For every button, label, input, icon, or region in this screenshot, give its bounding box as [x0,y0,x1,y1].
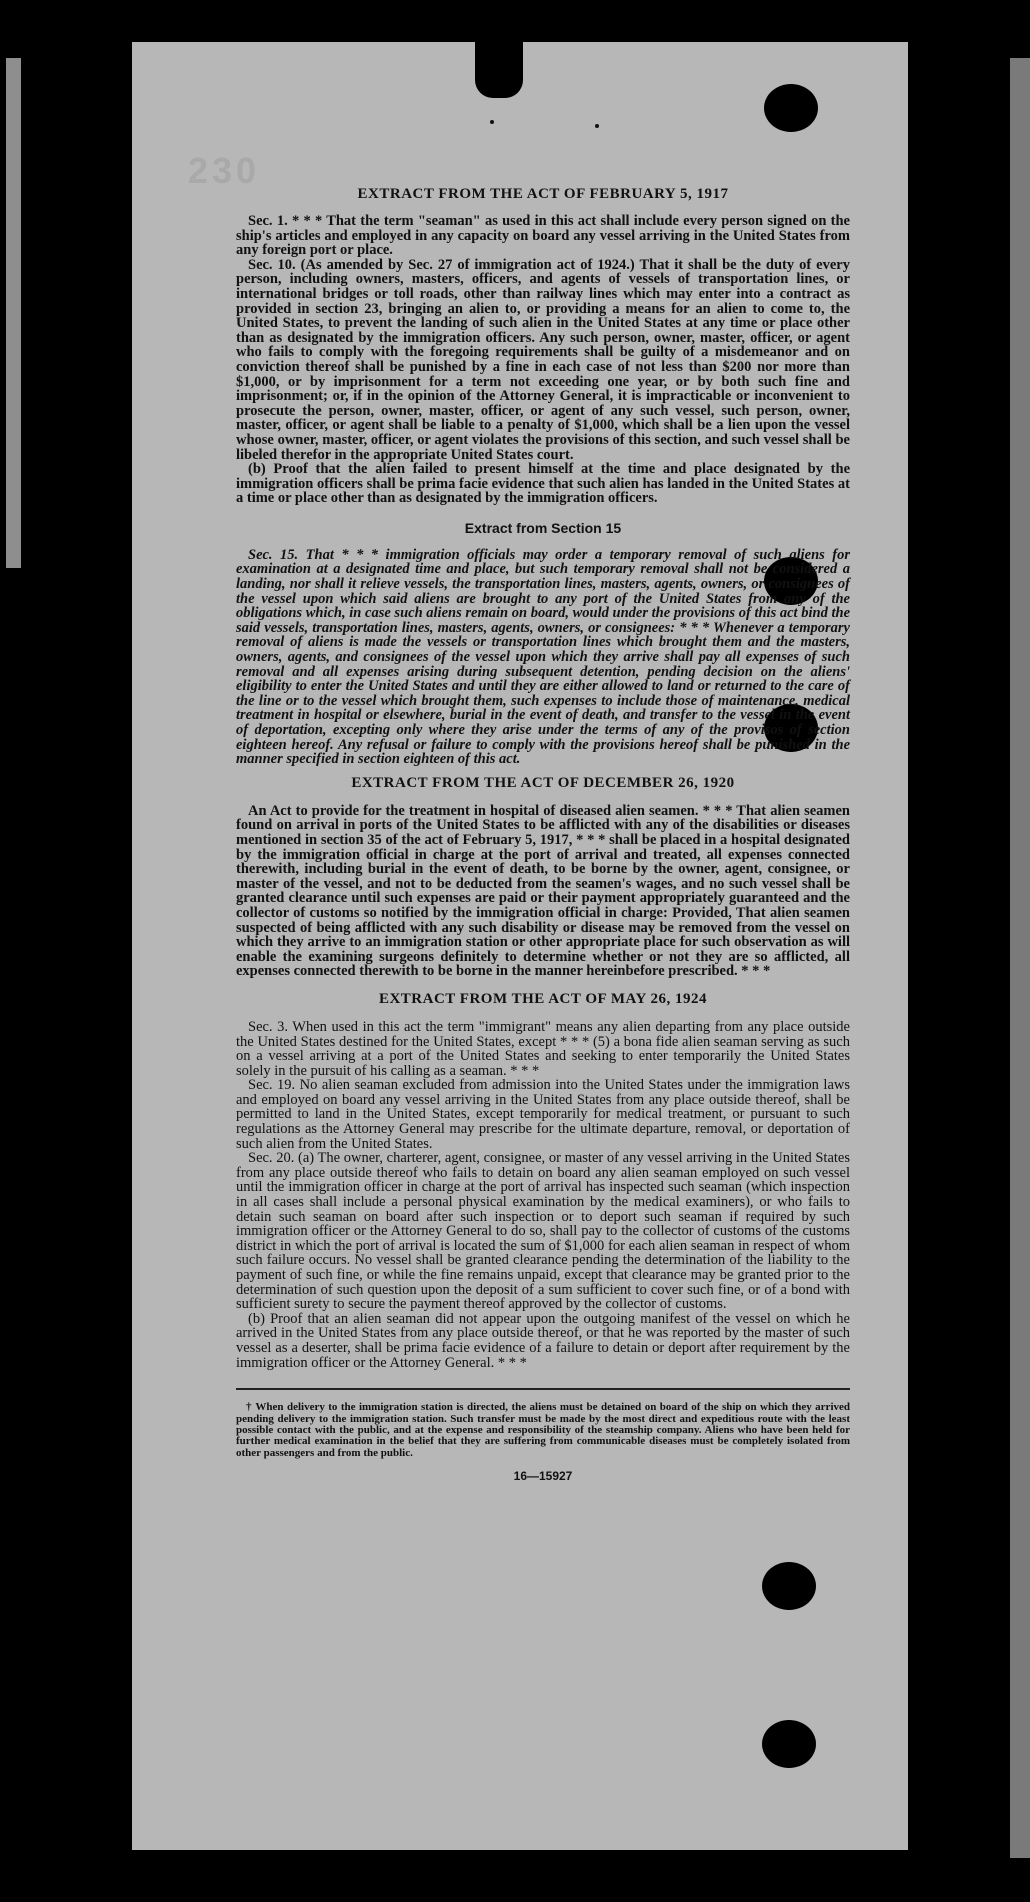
section-heading: EXTRACT FROM THE ACT OF DECEMBER 26, 1920 [351,774,735,791]
paragraph: Sec. 10. (As amended by Sec. 27 of immigration act of 1924.) That it shall be the duty of every person, including owners, masters, officers, and agents of vessels of transportation lines, or international bridges or toll roads, other than railway lines which may enter into a contract as provided in section 23, bringing an alien to, or providing a means for an alien to come to, the United States, to prevent the landing of such alien in the United States at any time or place other than as designated by the immigration officers. Any such person, owner, master, officer, or agent who fails to comply with the foregoing requirements shall be guilty of a misdemeanor and on conviction thereof shall be punished by a fine in each case of not less than $200 nor more than $1,000, or by imprisonment for a term not exceeding one year, or by both such fine and imprisonment; or, if in the opinion of the Attorney General, it is impracticable or inconvenient to prosecute the person, owner, master, officer, or agent of any such vessel, such person, owner, master, officer, or agent shall be liable to a penalty of $1,000, which shall be a lien upon the vessel whose owner, master, officer, or agent violates the provisions of this section, and such vessel shall be libeled therefor in the appropriate United States court. [236,256,850,463]
section-subheading: Extract from Section 15 [464,519,622,536]
paragraph: Sec. 19. No alien seaman excluded from admission into the United States under the immigration laws and employed on board any vessel arriving in the United States from any place outside thereof, shall be permitted to land in the United States, except temporarily for medical treatment, or pursuant to such regulations as the Attorney General may prescribe for the ultimate departure, removal, or deportation of such alien from the United States. [236,1077,850,1152]
document-body [236,42,850,1483]
paragraph: (b) Proof that the alien failed to present himself at the time and place designated by the immigration officers shall be prima facie evidence that such alien has landed in the United States at a time or place other than as designated by the immigration officers. [236,461,850,507]
punch-hole [762,1720,816,1768]
punch-hole [762,1562,816,1610]
right-edge-strip [1010,58,1030,1858]
section-heading: EXTRACT FROM THE ACT OF FEBRUARY 5, 1917 [357,186,729,202]
paragraph: Sec. 1. * * * That the term "seaman" as used in this act shall include every person signed on the ship's articles and employed in any capacity on board any vessel arriving in the United States from any foreign port or place. [236,213,850,259]
paragraph: Sec. 15. That * * * immigration officials may order a temporary removal of such aliens for examination at a designated time and place, but such temporary removal shall not be considered a landing, nor shall it relieve vessels, the transportation lines, masters, agents, owners, or consignees of the vessel upon which said aliens are brought to any port of the United States from any of the obligations which, in case such aliens remain on board, would under the provisions of this act bind the said vessels, transportation lines, masters, agents, owners, or consignees: * * * Whenever a temporary removal of aliens is made the vessels or transportation lines which brought them and the masters, owners, agents, and consignees of the vessel upon which they arrive shall pay all expenses of such removal and all expenses arising during subsequent detention, pending decision on the aliens' eligibility to enter the United States and until they are either allowed to land or returned to the care of the line or to the vessel which brought them, such expenses to include those of maintenance, medical treatment in hospital or elsewhere, burial in the event of death, and transfer to the vessel in the event of deportation, excepting only where they arise under the terms of any of the provisos of section eighteen hereof. Any refusal or failure to comply with the provisions hereof shall be punished in the manner specified in section eighteen of this act. [236,546,850,768]
form-number: 16—15927 [513,1469,573,1484]
left-edge-strip [6,58,21,568]
section-heading: EXTRACT FROM THE ACT OF MAY 26, 1924 [378,990,708,1007]
paragraph: An Act to provide for the treatment in hospital of diseased alien seamen. * * * That alien seamen found on arrival in ports of the United States to be afflicted with any of the disabilities or diseases mentioned in section 35 of the act of February 5, 1917, * * * shall be placed in a hospital designated by the immigration official in charge at the port of arrival and treated, all expenses connected therewith, including burial in the event of death, to be borne by the owner, agent, consignee, or master of the vessel, and not to be deducted from the seamen's wages, and no such vessel shall be granted clearance until such expenses are paid or their payment appropriately guaranteed and the collector of customs so notified by the immigration official in charge: Provided, That alien seamen suspected of being afflicted with any such disability or disease may be removed from the vessel on which they arrive to an immigration station or other appropriate place for such observation as will enable the examining surgeons definitely to determine whether or not they are so afflicted, all expenses connected therewith to be borne in the manner hereinbefore prescribed. * * * [236,802,850,980]
paragraph: Sec. 3. When used in this act the term "immigrant" means any alien departing from any place outside the United States destined for the United States, except * * * (5) a bona fide alien seaman serving as such on a vessel arriving at a port of the United States and seeking to enter temporarily the United States solely in the pursuit of his calling as a seaman. * * * [236,1018,850,1079]
footnote: † When delivery to the immigration station is directed, the aliens must be detained on board of the ship on which they arrived pending delivery to the immigration station. Such transfer must be made by the most direct and expeditious route with the least possible contact with the public, and at the expense and responsibility of the steamship company. Aliens who have been held for further medical examination in the belief that they are suffering from communicable diseases must be completely isolated from other passengers and from the public. [236,1401,850,1459]
document-page [132,42,908,1850]
paragraph: (b) Proof that an alien seaman did not appear upon the outgoing manifest of the vessel on which he arrived in the United States from any place outside thereof, or that he was reported by the master of such vessel as a deserter, shall be prima facie evidence of a failure to detain or deport after requirement by the immigration officer or the Attorney General. * * * [236,1310,850,1371]
faint-stamp-number: 230 [188,150,261,191]
paragraph: Sec. 20. (a) The owner, charterer, agent, consignee, or master of any vessel arriving in the United States from any place outside thereof who fails to detain on board any alien seaman employed on such vessel until the immigration officer in charge at the port of arrival has inspected such seaman (which inspection in all cases shall include a personal physical examination by the medical examiners), or who fails to detain such seaman on board after such inspection or to deport such seaman if required by such immigration officer or the Attorney General to do so, shall pay to the collector of customs of the customs district in which the port of arrival is located the sum of $1,000 for each alien seaman in respect of whom such failure occurs. No vessel shall be granted clearance pending the determination of the liability to the payment of such fine, or while the fine remains unpaid, except that clearance may be granted prior to the determination of such question upon the deposit of a sum sufficient to cover such fine, or of a bond with sufficient surety to secure the payment thereof approved by the collector of customs. [236,1150,850,1313]
